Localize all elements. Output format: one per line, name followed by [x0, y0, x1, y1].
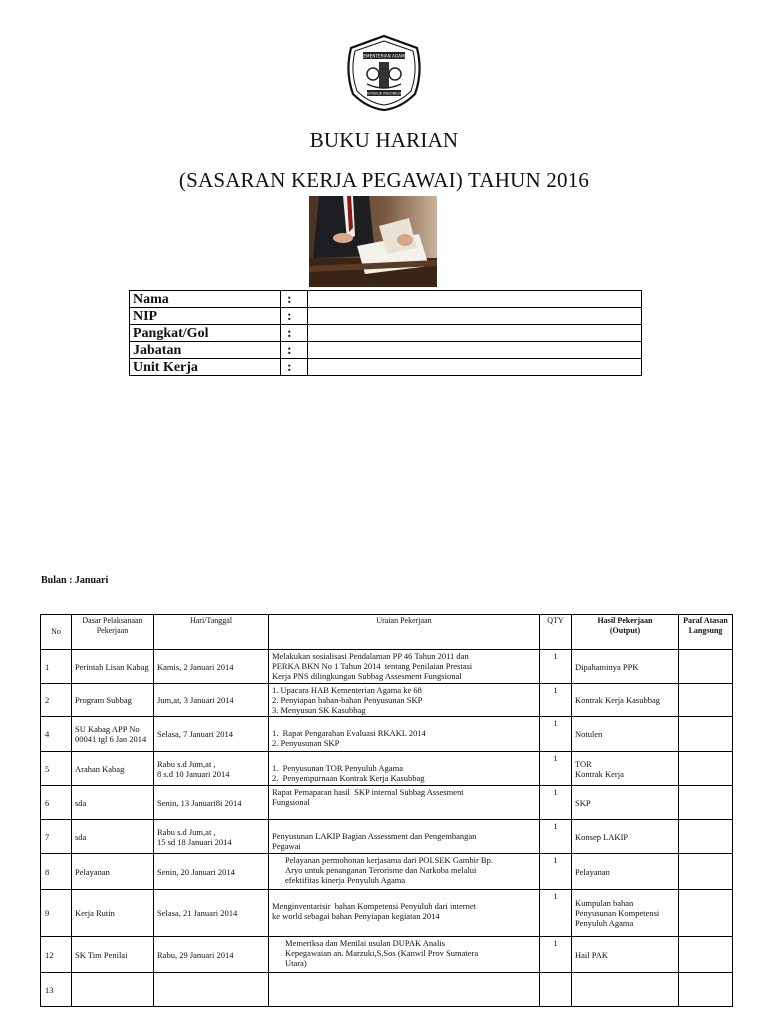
uraian-line: 2. Penyiapan bahan-bahan Penyusunan SKP	[272, 695, 423, 705]
row-dasar: Kerja Rutin	[72, 890, 154, 937]
header-uraian: Uraian Pekerjaan	[269, 615, 540, 650]
uraian-line: 2. Penyempurnaan Kontrak Kerja Kasubbag	[272, 773, 425, 783]
logo-bottom-text: REPUBLIK INDONESIA	[364, 91, 404, 96]
uraian-line: Penyusunan LAKIP Bagian Assessment dan Pengembangan	[272, 831, 477, 841]
uraian-line: Rapat Pemaparan hasil SKP internal Subbag Assesment	[272, 787, 464, 797]
identity-label: Jabatan	[130, 342, 281, 359]
row-hari-tanggal: Rabu s.d Jum,at , 8 s.d 10 Januari 2014	[154, 752, 269, 786]
uraian-line: Melakukan sosialisasi Pendalaman PP 46 Tahun 2011 dan	[272, 651, 469, 661]
identity-label: NIP	[130, 308, 281, 325]
table-row	[41, 650, 733, 684]
row-paraf-field[interactable]	[679, 650, 733, 684]
row-number: 6	[41, 786, 72, 820]
row-number: 7	[41, 820, 72, 854]
row-qty: 1	[540, 890, 572, 937]
uraian-line: Fungsional	[272, 797, 310, 807]
row-number: 1	[41, 650, 72, 684]
identity-colon: :	[281, 359, 308, 376]
row-hari-tanggal	[154, 973, 269, 1007]
uraian-line: 1. Penyusunan TOR Penyuluh Agama	[272, 763, 403, 773]
diary-table	[40, 614, 733, 1007]
row-uraian	[269, 786, 540, 820]
uraian-line	[272, 753, 536, 763]
uraian-line: Memeriksa dan Menilai usulan DUPAK Analis	[285, 938, 445, 948]
page-title: BUKU HARIAN	[309, 128, 459, 152]
row-number: 9	[41, 890, 72, 937]
uraian-line: Pelayanan permohonan kerjasama dari POLSEK Gambir Bp.	[285, 855, 493, 865]
identity-row	[130, 359, 642, 376]
table-row	[41, 684, 733, 717]
row-uraian	[269, 890, 540, 937]
row-hari-tanggal: Selasa, 21 Januari 2014	[154, 890, 269, 937]
table-row	[41, 973, 733, 1007]
month-label: Bulan : Januari	[41, 575, 109, 586]
uraian-line	[272, 891, 536, 901]
header-hari: Hari/Tanggal	[154, 615, 269, 650]
uraian-line: 1. Upacara HAB Kementerian Agama ke 68	[272, 685, 422, 695]
identity-label: Pangkat/Gol	[130, 325, 281, 342]
identity-row	[130, 308, 642, 325]
identity-label: Nama	[130, 291, 281, 308]
row-paraf-field[interactable]	[679, 973, 733, 1007]
identity-value-field[interactable]	[308, 308, 642, 325]
row-dasar: Pelayanan	[72, 854, 154, 890]
identity-row	[130, 325, 642, 342]
row-uraian	[269, 973, 540, 1007]
identity-value-field[interactable]	[308, 342, 642, 359]
table-row	[41, 752, 733, 786]
row-hasil: Hail PAK	[572, 937, 679, 973]
uraian-line: 1. Rapat Pengarahan Evaluasi RKAKL 2014	[272, 728, 426, 738]
row-dasar: sda	[72, 786, 154, 820]
uraian-line: Menginventarisir bahan Kompetensi Penyuluh dari internet	[272, 901, 476, 911]
identity-label: Unit Kerja	[130, 359, 281, 376]
row-qty	[540, 973, 572, 1007]
row-paraf-field[interactable]	[679, 937, 733, 973]
uraian-line: Kepegawaian an. Marzuki,S,Sos (Kanwil Prov Sumatera	[285, 948, 479, 958]
row-uraian	[269, 937, 540, 973]
row-hasil: Konsep LAKIP	[572, 820, 679, 854]
row-hasil: Pelayanan	[572, 854, 679, 890]
row-hari-tanggal: Selasa, 7 Januari 2014	[154, 717, 269, 752]
row-qty: 1	[540, 786, 572, 820]
row-hasil: Dipahaminya PPK	[572, 650, 679, 684]
row-qty: 1	[540, 937, 572, 973]
table-row	[41, 854, 733, 890]
row-hasil: Kumpulan bahan Penyusunan Kompetensi Penyuluh Agama	[572, 890, 679, 937]
row-dasar: sda	[72, 820, 154, 854]
row-qty: 1	[540, 854, 572, 890]
row-dasar: SK Tim Penilai	[72, 937, 154, 973]
row-qty: 1	[540, 820, 572, 854]
identity-value-field[interactable]	[308, 291, 642, 308]
header-hasil: Hasil Pekerjaan (Output)	[572, 615, 679, 650]
header-no: No	[41, 615, 72, 650]
row-number: 8	[41, 854, 72, 890]
row-number: 12	[41, 937, 72, 973]
identity-value-field[interactable]	[308, 325, 642, 342]
row-uraian	[269, 684, 540, 717]
row-hari-tanggal: Kamis, 2 Januari 2014	[154, 650, 269, 684]
row-number: 4	[41, 717, 72, 752]
row-qty: 1	[540, 650, 572, 684]
uraian-line	[272, 821, 536, 831]
row-uraian	[269, 717, 540, 752]
table-row	[41, 890, 733, 937]
businessman-reading-documents-photo	[309, 196, 437, 287]
identity-colon: :	[281, 342, 308, 359]
uraian-line: efektifitas kinerja Penyuluh Agama	[285, 875, 406, 885]
header-paraf: Paraf Atasan Langsung	[679, 615, 733, 650]
row-dasar: Arahan Kabag	[72, 752, 154, 786]
row-paraf-field[interactable]	[679, 820, 733, 854]
identity-colon: :	[281, 291, 308, 308]
identity-colon: :	[281, 308, 308, 325]
page-subtitle: (SASARAN KERJA PEGAWAI) TAHUN 2016	[178, 168, 590, 192]
table-row	[41, 937, 733, 973]
uraian-line: Pegawai	[272, 841, 301, 851]
row-qty: 1	[540, 752, 572, 786]
uraian-line: Aryo untuk penanganan Terorisme dan Narkoba melalui	[285, 865, 477, 875]
row-hasil	[572, 973, 679, 1007]
row-hasil: Notulen	[572, 717, 679, 752]
uraian-line: ke world sebagai bahan Penyiapan kegiatan 2014	[272, 911, 440, 921]
row-qty: 1	[540, 684, 572, 717]
row-hasil: Kontrak Kerja Kasubbag	[572, 684, 679, 717]
uraian-line: 3. Menyusun SK Kasubbag	[272, 705, 366, 715]
logo-top-text: KEMENTERIAN AGAMA	[360, 53, 408, 59]
table-row	[41, 820, 733, 854]
row-paraf-field[interactable]	[679, 752, 733, 786]
row-hasil: TOR Kontrak Kerja	[572, 752, 679, 786]
table-row	[41, 786, 733, 820]
row-paraf-field[interactable]	[679, 786, 733, 820]
uraian-line: PERKA BKN No 1 Tahun 2014 tentang Penilaian Prestasi	[272, 661, 473, 671]
identity-row	[130, 342, 642, 359]
uraian-line: 2. Penyusunan SKP	[272, 738, 340, 748]
identity-table	[129, 290, 642, 376]
row-dasar: Perintah Lisan Kabag	[72, 650, 154, 684]
row-number: 13	[41, 973, 72, 1007]
row-hari-tanggal: Jum,at, 3 Januari 2014	[154, 684, 269, 717]
row-uraian	[269, 820, 540, 854]
row-hari-tanggal: Rabu s.d Jum,at , 15 sd 18 Januari 2014	[154, 820, 269, 854]
header-qty: QTY	[540, 615, 572, 650]
row-hari-tanggal: Senin, 20 Januari 2014	[154, 854, 269, 890]
row-paraf-field[interactable]	[679, 854, 733, 890]
kementerian-agama-logo	[343, 34, 425, 112]
identity-colon: :	[281, 325, 308, 342]
row-uraian	[269, 752, 540, 786]
row-hari-tanggal: Senin, 13 Januari8i 2014	[154, 786, 269, 820]
row-paraf-field[interactable]	[679, 684, 733, 717]
row-hasil: SKP	[572, 786, 679, 820]
identity-value-field[interactable]	[308, 359, 642, 376]
row-hari-tanggal: Rabu, 29 Januari 2014	[154, 937, 269, 973]
row-uraian	[269, 854, 540, 890]
row-dasar: SU Kabag APP No 00041 tgl 6 Jan 2014	[72, 717, 154, 752]
uraian-line	[285, 974, 536, 984]
header-dasar: Dasar Pelaksanaan Pekerjaan	[72, 615, 154, 650]
row-number: 2	[41, 684, 72, 717]
uraian-line: Kerja PNS dilingkungan Subbag Assesment Fungsional	[272, 671, 462, 681]
table-row	[41, 717, 733, 752]
row-uraian	[269, 650, 540, 684]
row-dasar	[72, 973, 154, 1007]
row-number: 5	[41, 752, 72, 786]
row-paraf-field[interactable]	[679, 890, 733, 937]
row-dasar: Program Subbag	[72, 684, 154, 717]
row-qty: 1	[540, 717, 572, 752]
row-paraf-field[interactable]	[679, 717, 733, 752]
uraian-line	[272, 718, 536, 728]
uraian-line: Utara)	[285, 958, 307, 968]
identity-row	[130, 291, 642, 308]
